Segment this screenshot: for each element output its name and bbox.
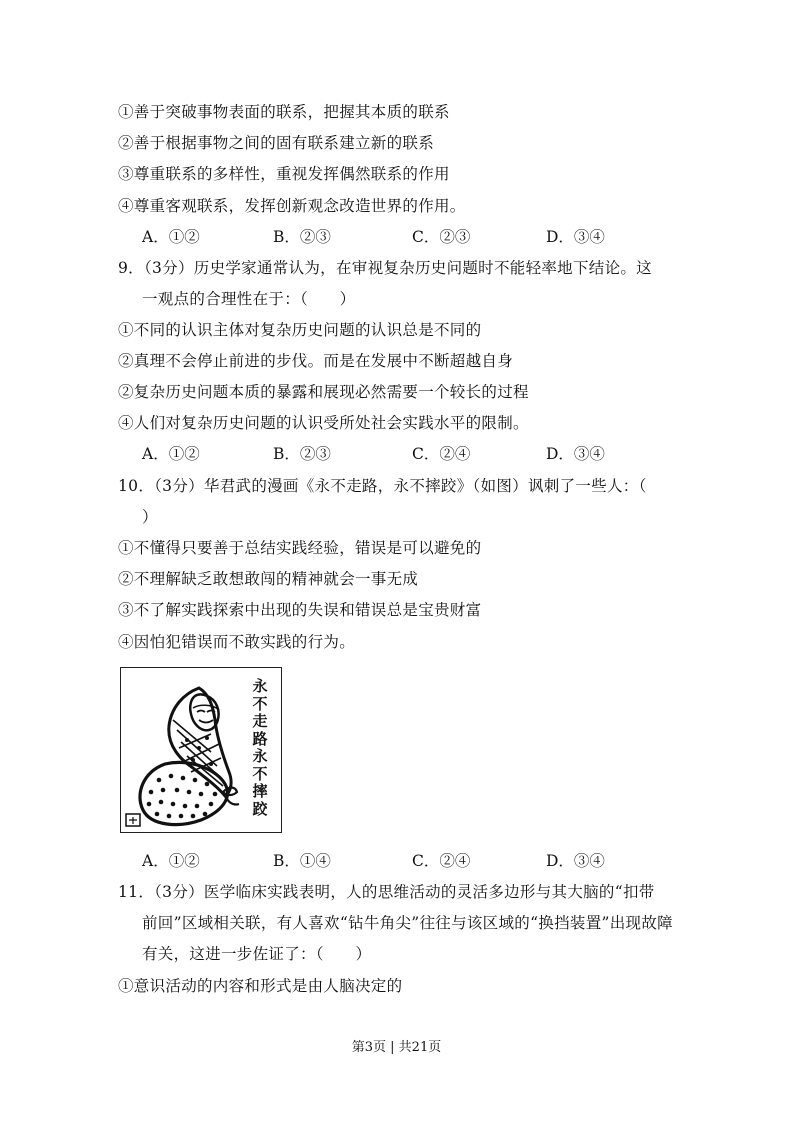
q8-option-b[interactable]: B．②③ <box>273 228 331 246</box>
q8-option-c[interactable]: C．②③ <box>412 228 471 246</box>
q8-statement-2: ②善于根据事物之间的固有联系建立新的联系 <box>118 134 435 152</box>
q9-option-b[interactable]: B．②③ <box>273 445 331 463</box>
q10-stem-line2: ） <box>142 508 158 526</box>
q8-statement-3: ③尊重联系的多样性，重视发挥偶然联系的作用 <box>118 165 450 183</box>
q10-statement-2: ②不理解缺乏敢想敢闯的精神就会一事无成 <box>118 570 419 588</box>
q8-statement-4: ④尊重客观联系，发挥创新观念改造世界的作用。 <box>118 197 466 215</box>
cartoon-image <box>120 667 282 833</box>
q11-stem-line1: 11．（3分）医学临床实践表明，人的思维活动的灵活多边形与其大脑的“扣带 <box>118 883 655 901</box>
q9-stem-line1: 9．（3分）历史学家通常认为，在审视复杂历史问题时不能轻率地下结论。这 <box>118 259 652 277</box>
q9-statement-2: ②真理不会停止前进的步伐。而是在发展中不断超越自身 <box>118 352 514 370</box>
q9-stem-line2: 一观点的合理性在于：（ ） <box>142 290 356 308</box>
q10-option-b[interactable]: B．①④ <box>273 852 331 870</box>
q10-option-d[interactable]: D．③④ <box>546 852 605 870</box>
page-footer: 第3页 | 共21页 <box>351 1040 442 1055</box>
q9-option-d[interactable]: D．③④ <box>546 445 605 463</box>
q11-stem-line2: 前回”区域相关联，有人喜欢“钻牛角尖”往往与该区域的“换挡装置”出现故障 <box>142 914 673 932</box>
cartoon-caption: 永 不 走 路 永 不 摔 跤 <box>252 677 268 818</box>
q9-option-a[interactable]: A．①② <box>142 445 200 463</box>
q8-option-a[interactable]: A．①② <box>142 228 200 246</box>
q11-statement-1: ①意识活动的内容和形式是由人脑决定的 <box>118 977 403 995</box>
q8-option-d[interactable]: D．③④ <box>546 228 605 246</box>
q8-options <box>142 227 702 247</box>
q8-statement-1: ①善于突破事物表面的联系，把握其本质的联系 <box>118 103 450 121</box>
q9-options <box>142 444 702 464</box>
q9-option-c[interactable]: C．②④ <box>412 445 471 463</box>
q9-statement-3: ②复杂历史问题本质的暴露和展现必然需要一个较长的过程 <box>118 383 529 401</box>
q10-option-a[interactable]: A．①② <box>142 852 200 870</box>
q10-statement-3: ③不了解实践探索中出现的失误和错误总是宝贵财富 <box>118 601 482 619</box>
q10-statement-1: ①不懂得只要善于总结实践经验，错误是可以避免的 <box>118 539 482 557</box>
q10-stem-line1: 10．（3分）华君武的漫画《永不走路，永不摔跤》（如图）讽刺了一些人：（ <box>118 477 647 495</box>
q11-stem-line3: 有关，这进一步佐证了：（ ） <box>142 945 372 963</box>
q10-options <box>142 851 702 871</box>
q10-statement-4: ④因怕犯错误而不敢实践的行为。 <box>118 633 356 651</box>
q9-statement-4: ④人们对复杂历史问题的认识受所处社会实践水平的限制。 <box>118 414 529 432</box>
q9-statement-1: ①不同的认识主体对复杂历史问题的认识总是不同的 <box>118 321 482 339</box>
q10-option-c[interactable]: C．②④ <box>412 852 471 870</box>
